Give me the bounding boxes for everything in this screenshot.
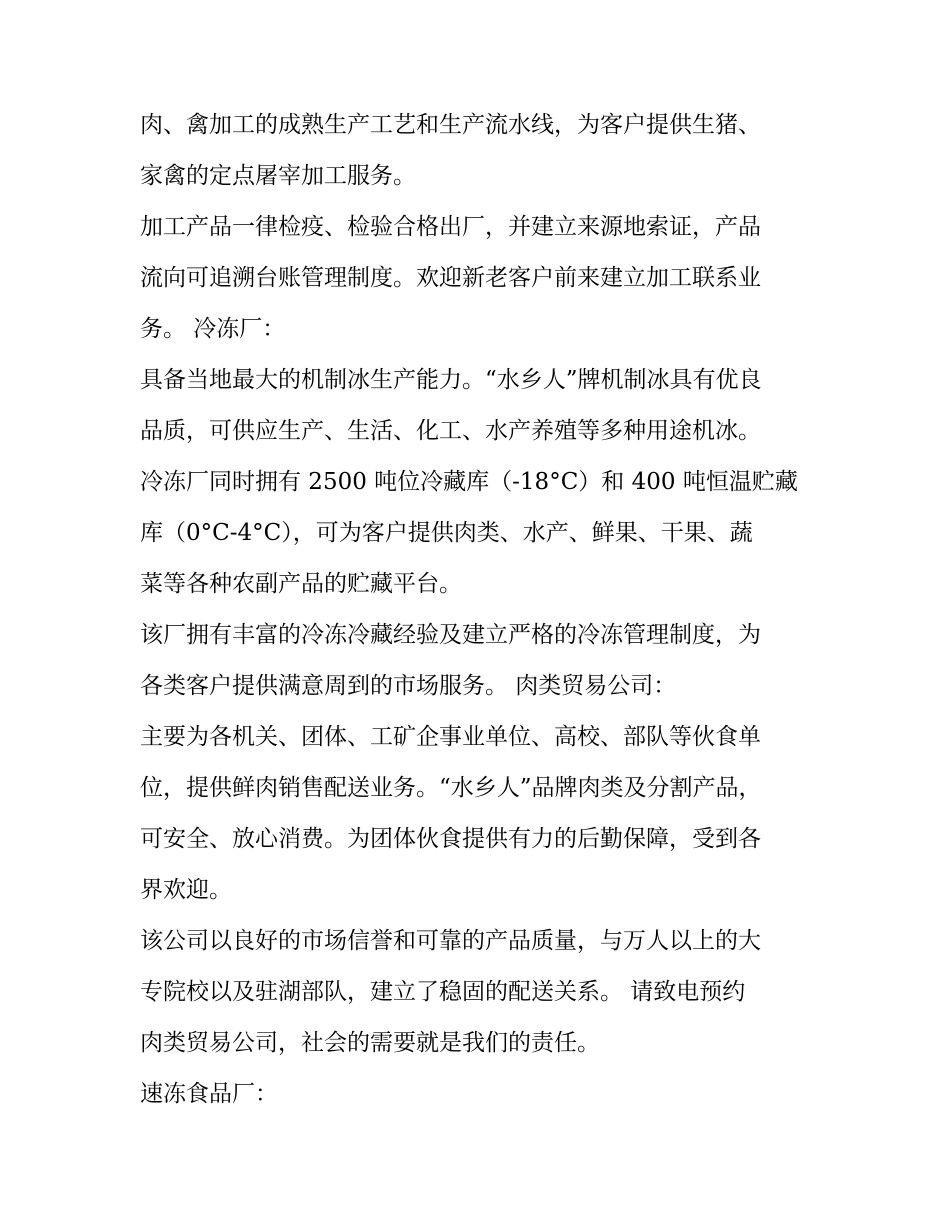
text-line: 库（0°C-4°C），可为客户提供肉类、水产、鲜果、干果、蔬 [140,520,753,546]
text-line: 务。 冷冻厂： [140,316,286,342]
text-line: 冷冻厂同时拥有 2500 吨位冷藏库（-18°C）和 400 吨恒温贮藏 [140,469,798,495]
text-line: 可安全、放心消费。为团体伙食提供有力的后勤保障，受到各 [140,826,761,852]
text-line: 加工产品一律检疫、检验合格出厂，并建立来源地索证，产品 [140,214,761,240]
text-line: 该公司以良好的市场信誉和可靠的产品质量，与万人以上的大 [140,928,761,954]
text-line: 界欢迎。 [140,877,232,903]
text-line: 各类客户提供满意周到的市场服务。 肉类贸易公司： [140,673,677,699]
text-line: 流向可追溯台账管理制度。欢迎新老客户前来建立加工联系业 [140,265,761,291]
text-line: 该厂拥有丰富的冷冻冷藏经验及建立严格的冷冻管理制度，为 [140,622,761,648]
document-page [140,100,830,1120]
text-line: 家禽的定点屠宰加工服务。 [140,163,416,189]
text-line: 菜等各种农副产品的贮藏平台。 [140,571,462,597]
text-line: 专院校以及驻湖部队，建立了稳固的配送关系。 请致电预约 [140,979,746,1005]
text-line: 肉、禽加工的成熟生产工艺和生产流水线，为客户提供生猪、 [140,112,761,138]
text-line: 主要为各机关、团体、工矿企事业单位、高校、部队等伙食单 [140,724,761,750]
text-line: 位，提供鲜肉销售配送业务。“水乡人”品牌肉类及分割产品， [140,775,762,801]
text-line: 速冻食品厂： [140,1081,278,1107]
text-line: 肉类贸易公司，社会的需要就是我们的责任。 [140,1030,600,1056]
text-line: 品质，可供应生产、生活、化工、水产养殖等多种用途机冰。 [140,418,761,444]
text-line: 具备当地最大的机制冰生产能力。“水乡人”牌机制冰具有优良 [140,367,762,393]
